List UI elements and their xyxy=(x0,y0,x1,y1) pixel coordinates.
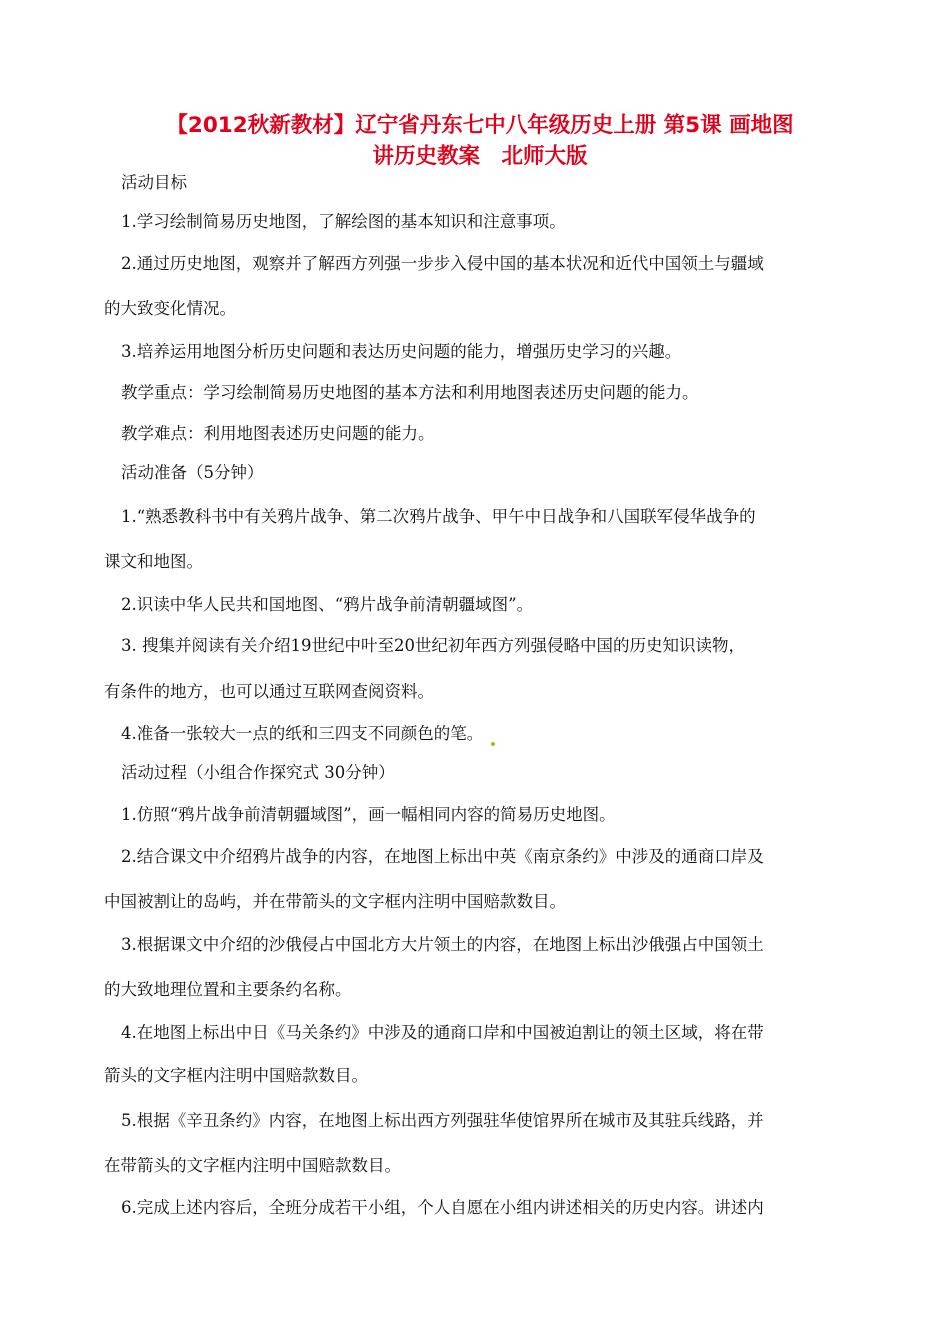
prep-4 xyxy=(121,722,495,746)
heading-process: 活动过程（小组合作探究式 30分钟） xyxy=(121,763,395,782)
process-1: 1.仿照“鸦片战争前清朝疆域图”，画一幅相同内容的简易历史地图。 xyxy=(121,805,616,824)
goal-1: 1.学习绘制简易历史地图，了解绘图的基本知识和注意事项。 xyxy=(121,212,566,231)
process-6-line-1: 6.完成上述内容后，全班分成若干小组，个人自愿在小组内讲述相关的历史内容。讲述内 xyxy=(121,1198,764,1217)
prep-3-line-2: 有条件的地方，也可以通过互联网查阅资料。 xyxy=(104,682,434,701)
process-3-line-2: 的大致地理位置和主要条约名称。 xyxy=(104,980,352,999)
process-5-line-2: 在带箭头的文字框内注明中国赔款数目。 xyxy=(104,1156,401,1175)
title-line-1: 【2012秋新教材】辽宁省丹东七中八年级历史上册 第5课 画地图 xyxy=(166,113,794,138)
heading-preparation: 活动准备（5分钟） xyxy=(121,463,264,482)
process-4-line-1: 4.在地图上标出中日《马关条约》中涉及的通商口岸和中国被迫割让的领土区域，将在带 xyxy=(121,1023,764,1042)
goal-2-line-1: 2.通过历史地图，观察并了解西方列强一步步入侵中国的基本状况和近代中国领土与疆域 xyxy=(121,254,764,273)
title-line-2: 讲历史教案 北师大版 xyxy=(372,144,588,169)
process-3-line-1: 3.根据课文中介绍的沙俄侵占中国北方大片领土的内容，在地图上标出沙俄强占中国领土 xyxy=(121,935,764,954)
prep-1-line-1: 1.“熟悉教科书中有关鸦片战争、第二次鸦片战争、甲午中日战争和八国联军侵华战争的 xyxy=(121,507,756,526)
process-2-line-2: 中国被割让的岛屿，并在带箭头的文字框内注明中国赔款数目。 xyxy=(104,892,566,911)
heading-activity-goals: 活动目标 xyxy=(121,173,187,192)
process-4-line-2: 箭头的文字框内注明中国赔款数目。 xyxy=(104,1066,368,1085)
document-title xyxy=(100,110,860,172)
goal-2-line-2: 的大致变化情况。 xyxy=(104,299,236,318)
teaching-difficulty: 教学难点：利用地图表述历史问题的能力。 xyxy=(121,424,435,443)
process-5-line-1: 5.根据《辛丑条约》内容，在地图上标出西方列强驻华使馆界所在城市及其驻兵线路，并 xyxy=(121,1111,764,1130)
process-2-line-1: 2.结合课文中介绍鸦片战争的内容，在地图上标出中英《南京条约》中涉及的通商口岸及 xyxy=(121,847,764,866)
teaching-focus: 教学重点：学习绘制简易历史地图的基本方法和利用地图表述历史问题的能力。 xyxy=(121,383,699,402)
prep-2: 2.识读中华人民共和国地图、“鸦片战争前清朝疆域图”。 xyxy=(121,595,534,614)
goal-3: 3.培养运用地图分析历史问题和表达历史问题的能力，增强历史学习的兴趣。 xyxy=(121,342,682,361)
prep-1-line-2: 课文和地图。 xyxy=(104,552,203,571)
prep-3-line-1: 3. 搜集并阅读有关介绍19世纪中叶至20世纪初年西方列强侵略中国的历史知识读物， xyxy=(121,636,745,655)
prep-4-text: 4.准备一张较大一点的纸和三四支不同颜色的笔。 xyxy=(121,724,484,743)
scan-mark xyxy=(491,742,495,746)
